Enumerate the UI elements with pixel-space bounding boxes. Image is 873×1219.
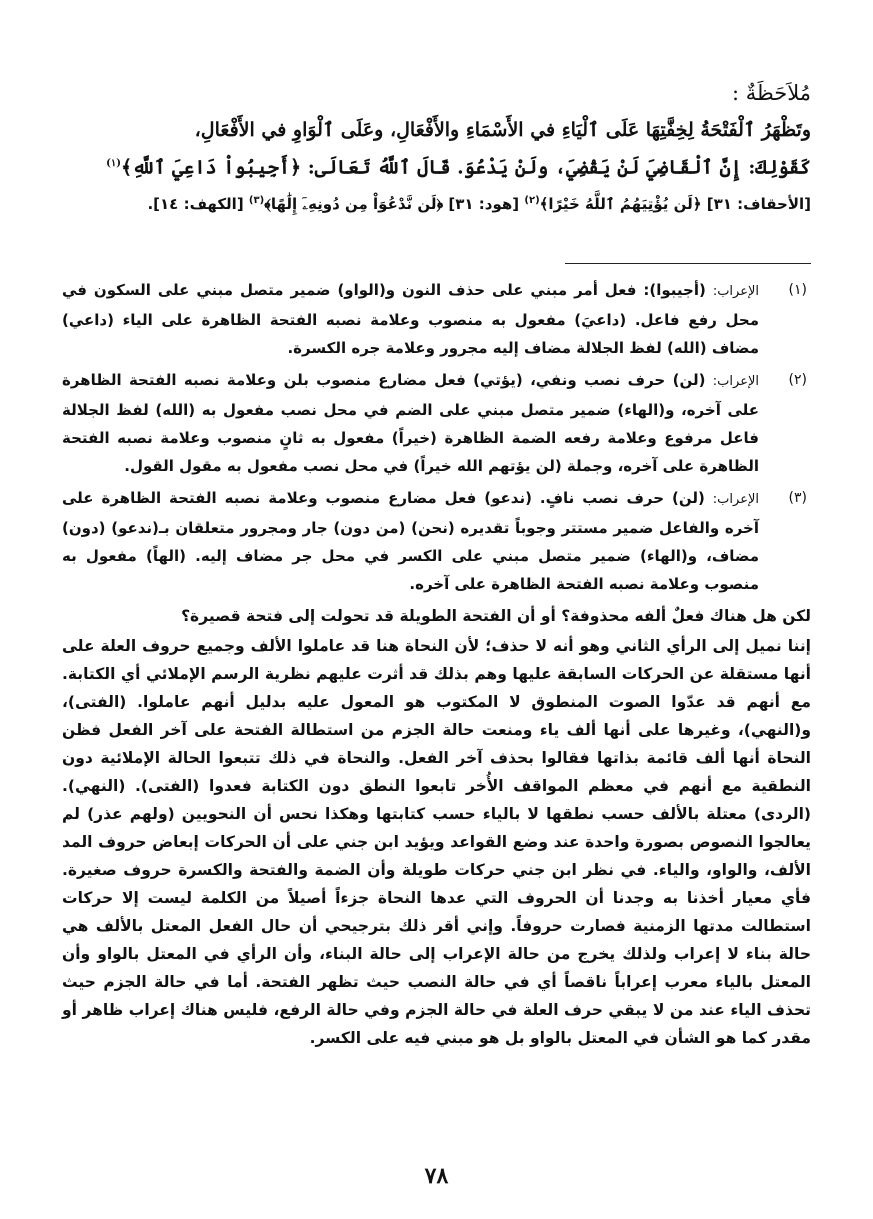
footnote-ref-3[interactable]: (٣) [248,195,265,207]
main-line-1: وتَظْهَرُ ٱلْفَتْحَةُ لِخِفَّتِهَا عَلَى ٱلْيَاءِ في الأَسْمَاءِ والأَفْعَالِ، وعَلَى ٱلْوَاوِ في الأَفْعَالِ، [194,119,811,141]
footnote-lead: الإعراب: [712,492,759,508]
footnote-1 [62,276,811,362]
footnote-text: (أجيبوا): فعل أمر مبني على حذف النون و(الواو) ضمير متصل مبني على السكون في محل رفع فاعل. (داعيَ) مفعول به منصوب وعلامة نصبه الفتحة الظاهرة على الياء (داعي) مضاف (الله) لفظ الجلالة مضاف إليه مجرور وعلامة جره الكسرة. [62,281,759,358]
verse-references [62,186,811,219]
footnote-separator [565,263,811,264]
footnote-number: (٢) [788,372,807,389]
footnote-lead: الإعراب: [712,284,759,300]
footnote-2 [62,366,811,480]
footnote-ref-2[interactable]: (٢) [524,195,540,207]
verse-ref-kahf: [الكهف: ١٤]. [147,195,244,214]
footnote-body [62,484,759,598]
main-line-2-text: كَقَوْلِكَ: إِنَّ ٱلْقَاضِيَ لَنْ يَقْضِيَ، ولَنْ يَدْعُوَ. قَالَ ٱللَّهُ تَعَالَى: ﴿أَجِيبُواْ دَاعِيَ ٱللَّهِ﴾ [120,156,811,179]
main-line-2 [62,147,811,184]
footnote-number: (١) [788,282,807,299]
verse-ref-ahqaf: [الأحقاف: ٣١] [706,195,811,214]
footnote-body [62,276,759,362]
note-heading: مُلاَحَظَةٌ : [732,81,811,105]
verse-quote-2: ﴿لَن يُؤْتِيَهُمُ ٱللَّهُ خَيْرًا﴾ [539,195,702,214]
question-line: لكن هل هناك فعلٌ ألفه محذوفة؟ أو أن الفتحة الطويلة قد تحولت إلى فتحة قصيرة؟ [181,607,811,626]
footnote-lead: الإعراب: [712,374,759,390]
footnote-3 [62,484,811,598]
main-text-block [62,114,811,184]
footnote-ref-1[interactable]: (١) [106,158,121,169]
footnote-number: (٣) [788,490,807,507]
verse-quote-3: ﴿لَن نَّدْعُوَاْ مِن دُونِهِۦٓ إِلَٰهًا﴾ [264,195,444,214]
footnote-text: (لن) حرف نصب نافٍ. (ندعو) فعل مضارع منصوب وعلامة نصبه الفتحة الظاهرة على آخره والفاعل ضمير مستتر وجوباً تقديره (نحن) (من دون) جار ومجرور متعلقان بـ(ندعو) (دون) مضاف، و(الهاء) ضمير متصل مبني على الكسر في محل جر مضاف إليه. (الهاً) مفعول به منصوب وعلامة نصبه الفتحة الظاهرة على آخره. [62,489,759,594]
body-paragraph: إننا نميل إلى الرأي الثاني وهو أنه لا حذف؛ لأن النحاة هنا قد عاملوا الألف وجميع حروف العلة على أنها مستقلة عن الحركات السابقة عليها وهم بذلك قد أثرت عليهم نظرية الرسم الإملائي أي الكتابة. مع أنهم قد عدّوا الصوت المنطوق لا المكتوب هو المعول عليه بدليل أنهم عاملوا. (الفتى)، و(النهي)، وغيرها على أنها ألف ياء ومنعت حالة الجزم من استطالة الفتحة على آخر الفعل فظن النحاة أنها ألف قائمة بذاتها فقالوا بحذف آخر الفعل. والنحاة في ذلك تتبعوا الحالة الإملائية دون النطقية مع أنهم في معظم المواقف الأُخر تابعوا النطق دون الكتابة فعدوا (الفتى). (النهي). (الردى) معتلة بالألف حسب نطقها لا بالياء حسب كتابتها وهكذا نحس أن النحويين (ولهم عذر) لم يعالجوا النصوص بصورة واحدة عند وضع القواعد ويؤيد ابن جني على أن الحركات إبعاض حروف المد الألف، والواو، والياء. في نظر ابن جني حركات طويلة وأن الضمة والفتحة والكسرة حروف صغيرة. فأي معيار أخذنا به وجدنا أن الحروف التي عدها النحاة جزءاً أصيلاً من الكلمة ليست إلا حركات استطالت مدتها الزمنية فصارت حروفاً. وإني أقر ذلك بترجيحي أن حال الفعل المعتل بالألف هي حالة بناء لا إعراب ولذلك يخرج من حالة الإعراب إلى حالة البناء، وأن الرأي في المعتل بالواو وأن المعتل بالياء معرب إعراباً ناقصاً أي في حالة النصب حيث تظهر الفتحة. أما في حالة الجزم حيث تحذف الياء عند من لا يبقي حرف العلة في حالة الجزم وفي حالة الرفع، فليس هناك إعراب ظاهر أو مقدر كما هو الشأن في المعتل بالواو بل هو مبني فيه على الكسر. [62,637,811,1048]
page-number: ٧٨ [424,1163,449,1189]
footnote-text: (لن) حرف نصب ونفي، (يؤتي) فعل مضارع منصوب بلن وعلامة نصبه الفتحة الظاهرة على آخره، و(الهاء) ضمير متصل مبني على الضم في محل نصب مفعول به (الله) لفظ الجلالة فاعل مرفوع وعلامة رفعه الضمة الظاهرة (خيراً) مفعول به ثانٍ منصوب وعلامة نصبه الفتحة الظاهرة على آخره، وجملة (لن يؤتهم الله خيراً) في محل نصب مفعول به مقول القول. [62,371,759,476]
footnote-body [62,366,759,480]
verse-ref-hud: [هود: ٣١] [448,195,520,214]
